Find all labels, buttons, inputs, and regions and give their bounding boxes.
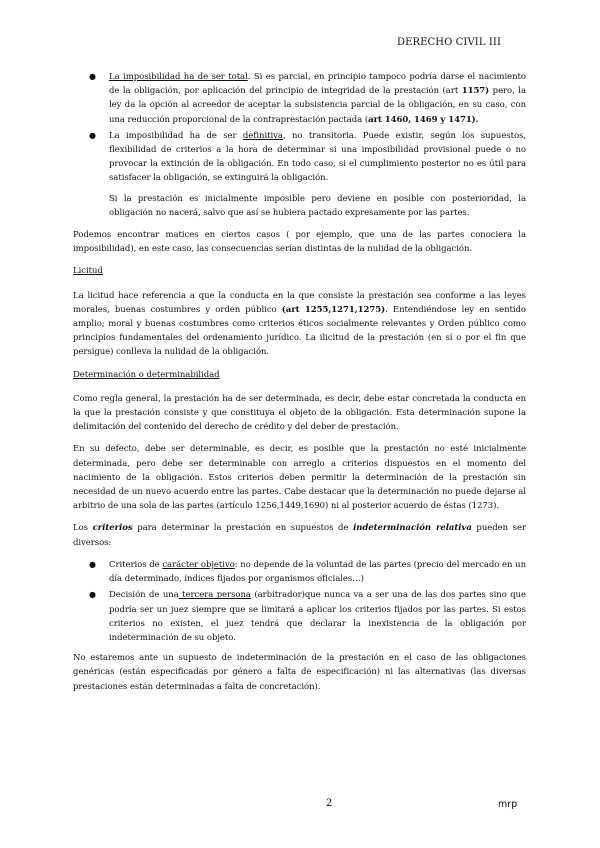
body-text: La imposibilidad ha de ser <box>109 130 243 141</box>
paragraph: Si la prestación es inicialmente imposible pero deviene en posible con posterioridad, la obligación no nacerá, salvo que así se hubiera pactado expresamente por las partes. <box>109 193 526 218</box>
keyword: indeterminación relativa <box>353 523 472 534</box>
body-text: (arbitrador)que nunca va a ser una de las dos partes sino que podría ser un juez siempre que se limitará a aplicar los criterios fijados por las partes. Si estos criterios no existen, el juez tendrá que declarar la inexistencia de la obligación por indeterminación de su objeto. <box>109 590 527 643</box>
body-text: : no depende de la voluntad de las partes (precio del mercado en un día determinado, índices fijados por organismos oficiales…) <box>109 559 527 585</box>
body-text: . Entendiéndose ley en sentido amplio; moral y buenas costumbres como criterios éticos socialmente relevantes y Orden público como principios fundamentales del ordenamiento jurídico. La ilicitud de la prestación (en sí o por el fin que persigue) conlleva la nulidad de la obligación. <box>73 304 526 358</box>
footer-tag: mrp <box>498 799 518 810</box>
emphasis-text: definitiva <box>242 130 283 141</box>
paragraph <box>73 521 526 549</box>
emphasis-text: tercera persona <box>178 590 251 601</box>
paragraph: En su defecto, debe ser determinable, es decir, es posible que la prestación no esté inicialmente determinada, pero debe ser determinable con arreglo a criterios dispuestos en el momento del nacimiento de la obligación. Estos criterios deben permitir la determinación de la prestación sin necesidad de un nuevo acuerdo entre las partes. Cabe destacar que la determinación no puede dejarse al arbitrio de una sola de las partes (artículo 1256,1449,1690) ni al posterior acuerdo de éstas (1273). <box>73 444 526 512</box>
body-text: para determinar la prestación en supuestos de <box>132 523 354 534</box>
body-text: pero, la ley da la opción al acreedor de aceptar la subsistencia parcial de la obligación, en su caso, con una reducción proporcional de la contraprestación pactada ( <box>109 86 526 125</box>
paragraph: No estaremos ante un supuesto de indeterminación de la prestación en el caso de las obligaciones genéricas (están especificadas por género a falta de especificación) ni las alternativas (las diversas prestaciones están determinadas a falta de concretación). <box>73 653 526 692</box>
list-item <box>73 70 526 127</box>
bullet-icon: ● <box>89 130 96 140</box>
page-body <box>73 70 526 702</box>
bullet-icon: ● <box>89 590 96 600</box>
article-ref: 1157) <box>461 86 490 97</box>
list-item <box>73 558 526 586</box>
article-ref: art 1460, 1469 y 1471). <box>368 114 479 125</box>
body-text: La licitud hace referencia a que la conducta en la que consiste la prestación sea conforme a las leyes morales, buenas costumbres y orden público <box>73 290 526 315</box>
bullet-list-imposibilidad <box>73 70 526 186</box>
bullet-icon: ● <box>89 72 96 81</box>
page-number: 2 <box>326 798 333 809</box>
body-text: . Si es parcial, en principio tampoco podría darse el nacimiento de la obligación, por aplicación del principio de integridad de la prestación (art <box>109 72 526 97</box>
paragraph: Podemos encontrar matices en ciertos casos ( por ejemplo, que una de las partes conociera la imposibilidad), en este caso, las consecuencias serían distintas de la nulidad de la obligación. <box>73 230 526 255</box>
list-item <box>73 588 526 645</box>
keyword: criterios <box>92 523 133 534</box>
bullet-list-criterios <box>73 558 526 645</box>
section-heading-determinacion: Determinación o determinabilidad <box>73 369 220 380</box>
body-text: Los <box>73 523 93 534</box>
body-text: Decisión de una <box>109 590 179 601</box>
body-text: Criterios de <box>109 559 163 570</box>
body-text: pueden ser diversos: <box>73 523 526 548</box>
paragraph <box>73 289 526 360</box>
emphasis-text: carácter objetivo <box>162 559 235 570</box>
bullet-icon: ● <box>89 559 96 569</box>
paragraph: Como regla general, la prestación ha de ser determinada, es decir, debe estar concretada la conducta en la que la prestación consiste y que constituya el objeto de la obligación. Esta determinación supone la delimitación del contenido del derecho de crédito y del deber de prestación. <box>73 393 526 433</box>
running-header: DERECHO CIVIL III <box>396 37 501 48</box>
list-item <box>73 129 526 186</box>
section-heading-licitud: Licitud <box>73 266 103 277</box>
body-text: , no transitoria. Puede existir, según los supuestos, flexibilidad de criterios a la hora de determinar si una imposibilidad provisional puede o no provocar la extinción de la obligación. En todo caso, si el cumplimiento posterior no es útil para satisfacer la obligación, se extinguirá la obligación. <box>109 130 527 184</box>
emphasis-text: La imposibilidad ha de ser total <box>109 72 248 82</box>
article-ref: (art 1255,1271,1275) <box>281 304 386 315</box>
